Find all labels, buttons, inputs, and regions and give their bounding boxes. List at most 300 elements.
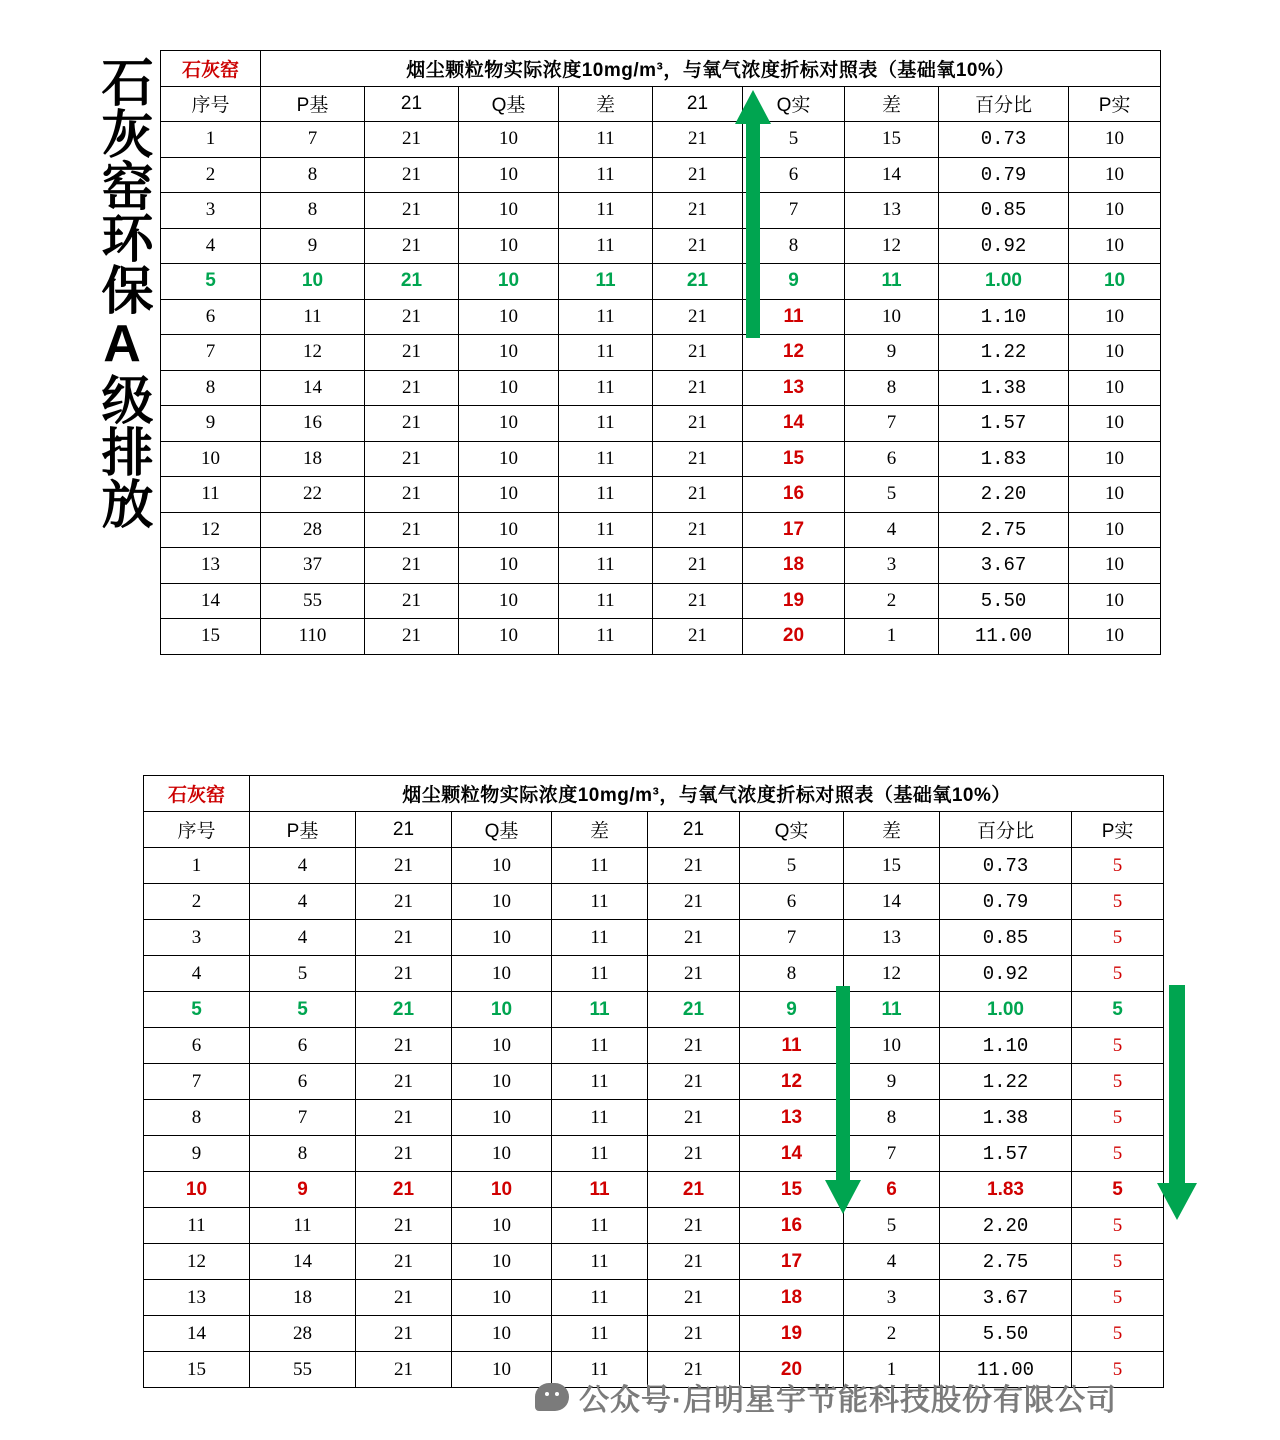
footer-text: 公众号·启明星宇节能科技股份有限公司 (579, 1384, 1117, 1417)
header-cell-4: 差 (552, 812, 648, 848)
cell-pbase: 4 (250, 848, 356, 884)
cell-21b: 21 (648, 1280, 740, 1316)
cell-21b: 21 (648, 1352, 740, 1388)
cell-pbase: 11 (250, 1208, 356, 1244)
cell-seq: 3 (144, 920, 250, 956)
cell-qreal: 9 (740, 992, 844, 1028)
cell-21a: 21 (365, 335, 459, 371)
header-cell-9: P实 (1072, 812, 1164, 848)
cell-21a: 21 (356, 1100, 452, 1136)
cell-percent: 0.85 (940, 920, 1072, 956)
cell-diff2: 7 (844, 1136, 940, 1172)
cell-qbase: 10 (459, 228, 559, 264)
cell-qreal: 13 (740, 1100, 844, 1136)
cell-percent: 1.57 (939, 406, 1069, 442)
cell-percent: 0.85 (939, 193, 1069, 229)
cell-diff2: 11 (845, 264, 939, 300)
table-row (161, 299, 1161, 335)
cell-diff2: 8 (844, 1100, 940, 1136)
cell-diff1: 11 (559, 406, 653, 442)
cell-21a: 21 (365, 477, 459, 513)
cell-pbase: 18 (250, 1280, 356, 1316)
table-row (144, 1136, 1164, 1172)
cell-qbase: 10 (452, 920, 552, 956)
cell-qbase: 10 (452, 1172, 552, 1208)
cell-seq: 10 (161, 441, 261, 477)
cell-seq: 10 (144, 1172, 250, 1208)
cell-pbase: 37 (261, 548, 365, 584)
cell-21a: 21 (365, 370, 459, 406)
cell-qbase: 10 (459, 299, 559, 335)
cell-diff2: 11 (844, 992, 940, 1028)
cell-pbase: 12 (261, 335, 365, 371)
cell-qreal: 20 (743, 619, 845, 655)
cell-diff1: 11 (559, 512, 653, 548)
cell-diff1: 11 (552, 992, 648, 1028)
cell-qbase: 10 (452, 848, 552, 884)
cell-seq: 12 (161, 512, 261, 548)
table-row (161, 228, 1161, 264)
cell-qbase: 10 (459, 335, 559, 371)
cell-percent: 5.50 (940, 1316, 1072, 1352)
cell-qreal: 12 (743, 335, 845, 371)
cell-qbase: 10 (452, 884, 552, 920)
cell-21a: 21 (365, 583, 459, 619)
cell-diff1: 11 (559, 299, 653, 335)
wechat-icon (535, 1383, 569, 1411)
cell-percent: 0.73 (940, 848, 1072, 884)
cell-preal: 10 (1069, 370, 1161, 406)
cell-21b: 21 (648, 1172, 740, 1208)
cell-21a: 21 (356, 1352, 452, 1388)
cell-21a: 21 (365, 264, 459, 300)
cell-qreal: 20 (740, 1352, 844, 1388)
header-cell-8: 百分比 (939, 86, 1069, 122)
cell-diff1: 11 (559, 228, 653, 264)
cell-diff1: 11 (552, 884, 648, 920)
cell-preal: 10 (1069, 299, 1161, 335)
cell-21b: 21 (648, 1208, 740, 1244)
cell-qreal: 12 (740, 1064, 844, 1100)
comparison-table-2 (143, 775, 1164, 1388)
cell-percent: 1.57 (940, 1136, 1072, 1172)
cell-qreal: 5 (740, 848, 844, 884)
table-block-1 (160, 50, 1161, 655)
cell-diff2: 15 (844, 848, 940, 884)
cell-21b: 21 (653, 157, 743, 193)
cell-seq: 5 (144, 992, 250, 1028)
header-cell-2: 21 (356, 812, 452, 848)
header-cell-0: 序号 (144, 812, 250, 848)
cell-diff2: 4 (844, 1244, 940, 1280)
cell-diff1: 11 (559, 370, 653, 406)
cell-seq: 5 (161, 264, 261, 300)
cell-qreal: 7 (743, 193, 845, 229)
cell-qreal: 7 (740, 920, 844, 956)
cell-21a: 21 (365, 548, 459, 584)
table-row (161, 370, 1161, 406)
cell-seq: 2 (161, 157, 261, 193)
cell-diff1: 11 (559, 441, 653, 477)
cell-preal: 5 (1072, 992, 1164, 1028)
cell-seq: 4 (161, 228, 261, 264)
comparison-table-1 (160, 50, 1161, 655)
table-row (144, 848, 1164, 884)
table-title-row (161, 51, 1161, 87)
cell-diff1: 11 (552, 920, 648, 956)
cell-21a: 21 (356, 848, 452, 884)
cell-preal: 10 (1069, 477, 1161, 513)
cell-seq: 2 (144, 884, 250, 920)
cell-pbase: 55 (250, 1352, 356, 1388)
cell-21a: 21 (356, 992, 452, 1028)
table-row (144, 1280, 1164, 1316)
cell-qreal: 14 (743, 406, 845, 442)
cell-preal: 5 (1072, 1316, 1164, 1352)
cell-diff2: 3 (845, 548, 939, 584)
cell-preal: 5 (1072, 884, 1164, 920)
cell-preal: 10 (1069, 335, 1161, 371)
cell-qbase: 10 (452, 1100, 552, 1136)
cell-21a: 21 (365, 228, 459, 264)
cell-qreal: 6 (743, 157, 845, 193)
cell-pbase: 10 (261, 264, 365, 300)
cell-qbase: 10 (452, 1244, 552, 1280)
cell-preal: 10 (1069, 619, 1161, 655)
cell-21b: 21 (653, 122, 743, 158)
cell-percent: 1.10 (939, 299, 1069, 335)
cell-percent: 2.20 (939, 477, 1069, 513)
cell-seq: 4 (144, 956, 250, 992)
cell-preal: 10 (1069, 441, 1161, 477)
cell-percent: 1.22 (940, 1064, 1072, 1100)
cell-seq: 15 (144, 1352, 250, 1388)
cell-diff1: 11 (552, 1028, 648, 1064)
cell-21a: 21 (356, 1280, 452, 1316)
cell-21a: 21 (356, 956, 452, 992)
cell-pbase: 7 (261, 122, 365, 158)
cell-qreal: 14 (740, 1136, 844, 1172)
table-row (161, 157, 1161, 193)
cell-21a: 21 (356, 1064, 452, 1100)
cell-diff1: 11 (559, 335, 653, 371)
cell-21b: 21 (653, 370, 743, 406)
cell-qbase: 10 (459, 157, 559, 193)
table-row (161, 583, 1161, 619)
table-title-row (144, 776, 1164, 812)
cell-qreal: 17 (740, 1244, 844, 1280)
cell-qreal: 13 (743, 370, 845, 406)
cell-diff2: 9 (844, 1064, 940, 1100)
cell-preal: 10 (1069, 193, 1161, 229)
cell-preal: 10 (1069, 157, 1161, 193)
cell-preal: 10 (1069, 512, 1161, 548)
table-row-highlight-red (144, 1172, 1164, 1208)
cell-qreal: 19 (743, 583, 845, 619)
table-row (161, 406, 1161, 442)
cell-pbase: 28 (250, 1316, 356, 1352)
cell-diff1: 11 (552, 1172, 648, 1208)
cell-21a: 21 (365, 441, 459, 477)
header-cell-4: 差 (559, 86, 653, 122)
cell-pbase: 5 (250, 992, 356, 1028)
cell-21b: 21 (648, 920, 740, 956)
cell-pbase: 14 (261, 370, 365, 406)
header-cell-6: Q实 (740, 812, 844, 848)
cell-preal: 5 (1072, 1208, 1164, 1244)
cell-qbase: 10 (452, 1352, 552, 1388)
cell-diff2: 1 (844, 1352, 940, 1388)
cell-21b: 21 (648, 1136, 740, 1172)
cell-diff1: 11 (552, 1352, 648, 1388)
cell-qbase: 10 (452, 1280, 552, 1316)
table-row (144, 1244, 1164, 1280)
cell-21a: 21 (356, 1028, 452, 1064)
cell-21a: 21 (365, 512, 459, 548)
cell-diff2: 4 (845, 512, 939, 548)
cell-diff1: 11 (552, 1244, 648, 1280)
cell-diff1: 11 (559, 548, 653, 584)
cell-seq: 6 (144, 1028, 250, 1064)
cell-diff1: 11 (559, 583, 653, 619)
cell-21a: 21 (365, 406, 459, 442)
cell-qbase: 10 (452, 1028, 552, 1064)
cell-pbase: 4 (250, 884, 356, 920)
cell-preal: 10 (1069, 122, 1161, 158)
cell-qbase: 10 (459, 406, 559, 442)
table-row (144, 1100, 1164, 1136)
cell-diff1: 11 (552, 1208, 648, 1244)
cell-21b: 21 (653, 406, 743, 442)
cell-qreal: 9 (743, 264, 845, 300)
header-cell-9: P实 (1069, 86, 1161, 122)
cell-percent: 11.00 (940, 1352, 1072, 1388)
cell-pbase: 11 (261, 299, 365, 335)
table-header-row (144, 812, 1164, 848)
header-cell-1: P基 (261, 86, 365, 122)
page-title-vertical: 石灰窑环保A级排放 (93, 55, 151, 529)
cell-diff1: 11 (552, 956, 648, 992)
cell-pbase: 22 (261, 477, 365, 513)
cell-percent: 0.79 (940, 884, 1072, 920)
cell-qreal: 11 (743, 299, 845, 335)
cell-pbase: 8 (261, 157, 365, 193)
cell-21b: 21 (648, 992, 740, 1028)
cell-diff1: 11 (559, 193, 653, 229)
cell-preal: 5 (1072, 1352, 1164, 1388)
cell-pbase: 16 (261, 406, 365, 442)
table-title: 烟尘颗粒物实际浓度10mg/m³，与氧气浓度折标对照表（基础氧10%） (250, 776, 1164, 812)
cell-percent: 1.83 (939, 441, 1069, 477)
cell-pbase: 6 (250, 1064, 356, 1100)
cell-percent: 1.00 (939, 264, 1069, 300)
cell-diff1: 11 (552, 1136, 648, 1172)
table-row (161, 619, 1161, 655)
cell-pbase: 4 (250, 920, 356, 956)
cell-qreal: 15 (740, 1172, 844, 1208)
cell-21b: 21 (653, 619, 743, 655)
table-row (144, 956, 1164, 992)
cell-21b: 21 (653, 264, 743, 300)
cell-pbase: 110 (261, 619, 365, 655)
cell-diff2: 15 (845, 122, 939, 158)
table-row (161, 193, 1161, 229)
header-cell-1: P基 (250, 812, 356, 848)
cell-21a: 21 (356, 1244, 452, 1280)
table-row (161, 477, 1161, 513)
table-row (144, 920, 1164, 956)
cell-pbase: 5 (250, 956, 356, 992)
table-row (144, 1028, 1164, 1064)
cell-pbase: 6 (250, 1028, 356, 1064)
cell-preal: 10 (1069, 406, 1161, 442)
header-cell-3: Q基 (452, 812, 552, 848)
cell-seq: 3 (161, 193, 261, 229)
cell-seq: 13 (144, 1280, 250, 1316)
cell-seq: 9 (144, 1136, 250, 1172)
cell-qreal: 16 (743, 477, 845, 513)
cell-21a: 21 (365, 157, 459, 193)
cell-diff1: 11 (552, 1064, 648, 1100)
cell-preal: 5 (1072, 920, 1164, 956)
cell-diff2: 3 (844, 1280, 940, 1316)
cell-seq: 13 (161, 548, 261, 584)
cell-21a: 21 (356, 920, 452, 956)
cell-21b: 21 (653, 193, 743, 229)
cell-seq: 14 (144, 1316, 250, 1352)
cell-diff2: 7 (845, 406, 939, 442)
cell-qreal: 8 (743, 228, 845, 264)
table-row-highlight-green (161, 264, 1161, 300)
cell-percent: 2.75 (939, 512, 1069, 548)
cell-qbase: 10 (459, 477, 559, 513)
cell-21b: 21 (648, 1316, 740, 1352)
header-cell-2: 21 (365, 86, 459, 122)
cell-qbase: 10 (459, 370, 559, 406)
cell-diff2: 12 (845, 228, 939, 264)
cell-qreal: 5 (743, 122, 845, 158)
cell-21b: 21 (648, 1064, 740, 1100)
cell-preal: 5 (1072, 848, 1164, 884)
table-header-row (161, 86, 1161, 122)
cell-qbase: 10 (452, 1136, 552, 1172)
header-cell-5: 21 (653, 86, 743, 122)
cell-diff1: 11 (552, 1280, 648, 1316)
table-row (144, 1316, 1164, 1352)
cell-diff1: 11 (559, 264, 653, 300)
cell-pbase: 14 (250, 1244, 356, 1280)
cell-qreal: 18 (743, 548, 845, 584)
cell-qreal: 17 (743, 512, 845, 548)
cell-diff1: 11 (559, 619, 653, 655)
cell-seq: 8 (161, 370, 261, 406)
cell-seq: 9 (161, 406, 261, 442)
cell-diff2: 9 (845, 335, 939, 371)
cell-pbase: 18 (261, 441, 365, 477)
cell-percent: 3.67 (939, 548, 1069, 584)
cell-seq: 11 (144, 1208, 250, 1244)
cell-21a: 21 (356, 1172, 452, 1208)
cell-21b: 21 (653, 441, 743, 477)
cell-21b: 21 (653, 335, 743, 371)
cell-pbase: 8 (250, 1136, 356, 1172)
table-row (144, 1064, 1164, 1100)
cell-qbase: 10 (459, 583, 559, 619)
cell-pbase: 7 (250, 1100, 356, 1136)
cell-21b: 21 (648, 1244, 740, 1280)
cell-seq: 8 (144, 1100, 250, 1136)
cell-21b: 21 (653, 583, 743, 619)
cell-21a: 21 (356, 884, 452, 920)
cell-21b: 21 (648, 848, 740, 884)
cell-qbase: 10 (452, 1064, 552, 1100)
cell-diff1: 11 (552, 1316, 648, 1352)
table-row (161, 335, 1161, 371)
table-corner-label: 石灰窑 (161, 51, 261, 87)
cell-qreal: 6 (740, 884, 844, 920)
cell-21b: 21 (648, 884, 740, 920)
cell-preal: 5 (1072, 1172, 1164, 1208)
cell-qbase: 10 (452, 956, 552, 992)
header-cell-6: Q实 (743, 86, 845, 122)
cell-seq: 14 (161, 583, 261, 619)
cell-21a: 21 (365, 299, 459, 335)
cell-diff2: 13 (845, 193, 939, 229)
cell-preal: 10 (1069, 548, 1161, 584)
table-row (144, 884, 1164, 920)
cell-diff2: 5 (844, 1208, 940, 1244)
cell-diff2: 10 (845, 299, 939, 335)
cell-seq: 7 (161, 335, 261, 371)
table-corner-label: 石灰窑 (144, 776, 250, 812)
cell-percent: 11.00 (939, 619, 1069, 655)
cell-qbase: 10 (452, 1208, 552, 1244)
cell-diff2: 5 (845, 477, 939, 513)
header-cell-7: 差 (844, 812, 940, 848)
cell-diff1: 11 (559, 157, 653, 193)
cell-preal: 10 (1069, 228, 1161, 264)
cell-qbase: 10 (459, 264, 559, 300)
cell-21a: 21 (365, 193, 459, 229)
cell-qreal: 18 (740, 1280, 844, 1316)
cell-preal: 10 (1069, 264, 1161, 300)
cell-pbase: 9 (261, 228, 365, 264)
cell-pbase: 8 (261, 193, 365, 229)
cell-diff2: 2 (845, 583, 939, 619)
cell-qbase: 10 (459, 512, 559, 548)
table-row (161, 122, 1161, 158)
cell-preal: 5 (1072, 1244, 1164, 1280)
cell-seq: 11 (161, 477, 261, 513)
cell-21a: 21 (365, 619, 459, 655)
cell-qbase: 10 (459, 122, 559, 158)
cell-21b: 21 (648, 956, 740, 992)
cell-21a: 21 (356, 1136, 452, 1172)
cell-pbase: 55 (261, 583, 365, 619)
cell-percent: 2.20 (940, 1208, 1072, 1244)
cell-percent: 2.75 (940, 1244, 1072, 1280)
cell-21a: 21 (356, 1208, 452, 1244)
cell-diff2: 13 (844, 920, 940, 956)
header-cell-8: 百分比 (940, 812, 1072, 848)
cell-diff2: 14 (844, 884, 940, 920)
cell-21b: 21 (653, 512, 743, 548)
cell-percent: 0.79 (939, 157, 1069, 193)
cell-diff1: 11 (552, 1100, 648, 1136)
cell-percent: 1.22 (939, 335, 1069, 371)
cell-preal: 5 (1072, 1136, 1164, 1172)
cell-diff2: 1 (845, 619, 939, 655)
